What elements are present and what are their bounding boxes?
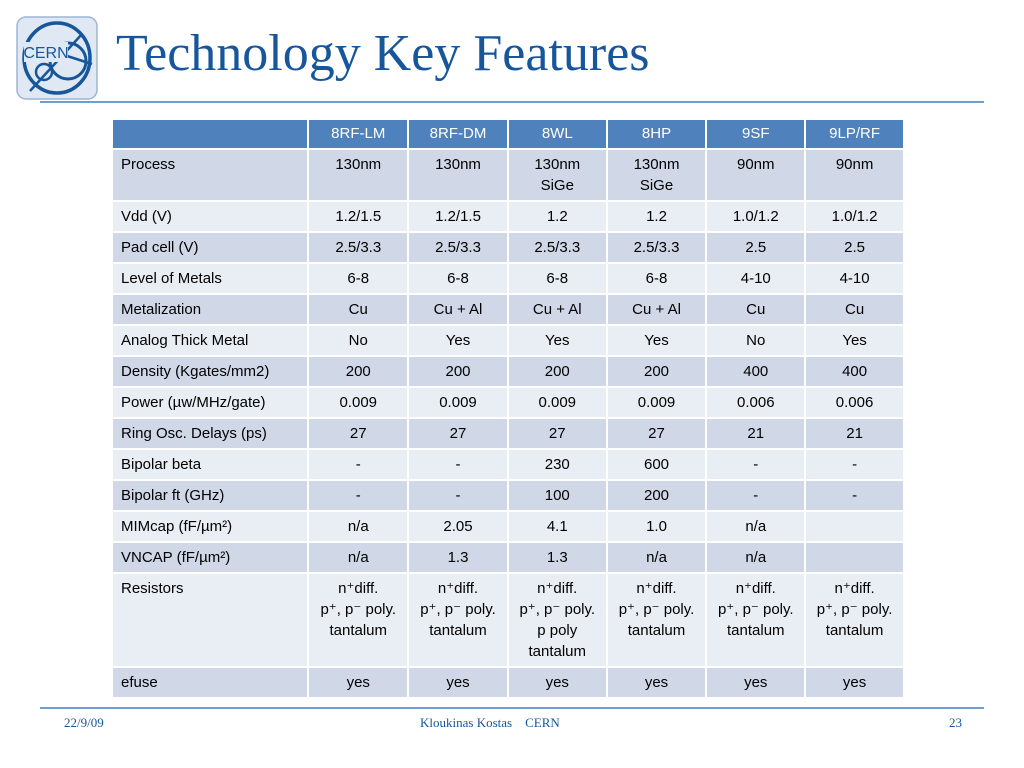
cell-line: p⁺, p⁻ poly. — [717, 601, 794, 618]
table-cell — [706, 387, 805, 418]
cell-line: 200 — [345, 363, 371, 380]
table-cell — [508, 201, 607, 232]
column-header-blank — [112, 119, 308, 149]
table-cell — [607, 418, 707, 449]
cell-line: 130nm — [435, 156, 481, 173]
table-cell — [408, 480, 508, 511]
cell-line: Yes — [644, 332, 669, 349]
table-row — [112, 263, 904, 294]
cell-line: n⁺diff. — [735, 580, 776, 597]
table-cell — [308, 356, 408, 387]
table-cell — [805, 418, 904, 449]
cell-line: Cu + Al — [433, 301, 483, 318]
table-row — [112, 149, 904, 201]
table-cell — [607, 573, 707, 667]
table-cell — [408, 325, 508, 356]
cell-line: 27 — [648, 425, 665, 442]
cell-line: p⁺, p⁻ poly. — [420, 601, 496, 618]
table-cell — [805, 387, 904, 418]
cell-line: 1.2 — [546, 208, 568, 225]
cell-line: 2.5 — [844, 239, 865, 256]
table-cell — [805, 667, 904, 698]
cell-line: - — [355, 456, 361, 473]
table-cell — [408, 511, 508, 542]
table-cell — [308, 232, 408, 263]
table-cell — [607, 263, 707, 294]
table-cell — [508, 263, 607, 294]
footer-page-number: 23 — [949, 715, 962, 730]
table-cell — [706, 232, 805, 263]
table-cell — [308, 263, 408, 294]
table-cell — [408, 149, 508, 201]
table-cell — [805, 201, 904, 232]
cell-line: Yes — [842, 332, 867, 349]
table-cell — [408, 542, 508, 573]
cell-line: yes — [744, 674, 768, 691]
table-cell — [508, 325, 607, 356]
table-cell — [805, 232, 904, 263]
cell-line: n/a — [347, 518, 369, 535]
table-cell — [508, 542, 607, 573]
table-cell — [408, 667, 508, 698]
row-label: Resistors — [112, 573, 308, 667]
cell-line: 600 — [644, 456, 670, 473]
table-cell — [508, 511, 607, 542]
table-row — [112, 418, 904, 449]
cell-line: tantalum — [825, 622, 884, 639]
table-cell — [805, 573, 904, 667]
row-label: MIMcap (fF/µm²) — [112, 511, 308, 542]
cell-line: Yes — [445, 332, 471, 349]
cell-line: 0.009 — [439, 394, 477, 411]
table-cell — [607, 149, 707, 201]
table-cell — [805, 325, 904, 356]
technology-features-table — [111, 118, 905, 699]
footer-divider — [40, 707, 984, 709]
table-cell — [408, 387, 508, 418]
cell-line: - — [753, 487, 759, 504]
cell-line: Yes — [545, 332, 570, 349]
cell-line: - — [455, 456, 461, 473]
column-header-8wl: 8WL — [508, 119, 607, 149]
column-header-8rf-lm: 8RF-LM — [308, 119, 408, 149]
row-label: Vdd (V) — [112, 201, 308, 232]
cell-line: 0.006 — [737, 394, 775, 411]
cell-line: 27 — [449, 425, 467, 442]
table-header-row — [112, 119, 904, 149]
cell-line: 230 — [544, 456, 570, 473]
table-cell — [408, 449, 508, 480]
cell-line: - — [852, 456, 858, 473]
footer-credit — [420, 715, 560, 731]
table-cell — [308, 511, 408, 542]
cell-line: n⁺diff. — [437, 580, 479, 597]
cell-line: 200 — [544, 363, 570, 380]
table-cell — [607, 325, 707, 356]
cell-line: Cu + Al — [532, 301, 582, 318]
table-cell — [408, 294, 508, 325]
cell-line: tantalum — [429, 622, 487, 639]
table-cell — [607, 201, 707, 232]
cell-line: 1.0/1.2 — [732, 208, 779, 225]
table-cell — [607, 232, 707, 263]
row-label: Metalization — [112, 294, 308, 325]
cell-line: tantalum — [627, 622, 686, 639]
cell-line: 21 — [747, 425, 765, 442]
table-cell — [508, 480, 607, 511]
cell-line: 6-8 — [645, 270, 668, 287]
footer-author: Kloukinas Kostas — [420, 715, 513, 730]
column-header-9lp-rf: 9LP/RF — [805, 119, 904, 149]
cell-line: n⁺diff. — [636, 580, 677, 597]
cell-line: 200 — [644, 363, 670, 380]
cell-line: 130nm — [633, 156, 680, 173]
table-row — [112, 573, 904, 667]
table-cell — [308, 542, 408, 573]
table-cell — [607, 542, 707, 573]
page-title: Technology Key Features — [116, 25, 650, 82]
table-cell — [308, 325, 408, 356]
table-cell — [607, 667, 707, 698]
cell-line: 1.2/1.5 — [435, 208, 481, 225]
table-row — [112, 667, 904, 698]
cell-line: No — [746, 332, 766, 349]
cell-line: yes — [545, 674, 569, 691]
table-cell — [607, 480, 707, 511]
table-row — [112, 356, 904, 387]
table-cell — [706, 325, 805, 356]
cell-line: 0.009 — [339, 394, 378, 411]
table-cell — [706, 667, 805, 698]
cell-line: n/a — [646, 549, 667, 566]
table-cell — [706, 149, 805, 201]
table-cell — [308, 480, 408, 511]
table-cell — [607, 511, 707, 542]
table-cell — [508, 387, 607, 418]
table-row — [112, 511, 904, 542]
table-row — [112, 294, 904, 325]
table-cell — [805, 263, 904, 294]
footer-org: CERN — [525, 715, 560, 730]
row-label: Density (Kgates/mm2) — [112, 356, 308, 387]
cell-line: 6-8 — [447, 270, 469, 287]
table-cell — [308, 418, 408, 449]
cell-line: Cu — [844, 301, 865, 318]
footer-date: 22/9/09 — [64, 715, 104, 730]
cell-line: SiGe — [639, 177, 674, 194]
cell-line: Cu — [746, 301, 766, 318]
table-cell — [508, 667, 607, 698]
table-cell — [408, 356, 508, 387]
table-cell — [706, 263, 805, 294]
cell-line: tantalum — [528, 643, 587, 660]
table-cell — [308, 201, 408, 232]
table-row — [112, 325, 904, 356]
table-row — [112, 542, 904, 573]
table-row — [112, 449, 904, 480]
table-cell — [607, 294, 707, 325]
cell-line: 2.5/3.3 — [435, 239, 481, 256]
table-cell — [805, 356, 904, 387]
table-cell — [805, 449, 904, 480]
table-cell — [508, 232, 607, 263]
cell-line: 4-10 — [839, 270, 870, 287]
cell-line: n/a — [745, 518, 767, 535]
cell-line: tantalum — [329, 622, 388, 639]
table-cell — [508, 356, 607, 387]
table-cell — [508, 418, 607, 449]
table-cell — [408, 573, 508, 667]
title-divider — [40, 101, 984, 103]
row-label: Process — [112, 149, 308, 201]
table-row — [112, 387, 904, 418]
row-label: Pad cell (V) — [112, 232, 308, 263]
column-header-9sf: 9SF — [706, 119, 805, 149]
row-label: Bipolar beta — [112, 449, 308, 480]
cell-line: 1.2 — [646, 208, 667, 225]
cell-line: Cu — [348, 301, 368, 318]
table-cell — [607, 356, 707, 387]
cell-line: n⁺diff. — [834, 580, 875, 597]
column-header-8hp: 8HP — [607, 119, 707, 149]
cern-logo-text: CERN — [23, 45, 69, 62]
cell-line: 200 — [445, 363, 471, 380]
table-cell — [308, 573, 408, 667]
cell-line: 6-8 — [546, 270, 569, 287]
cell-line: - — [355, 487, 361, 504]
row-label: Power (µw/MHz/gate) — [112, 387, 308, 418]
cell-line: Cu + Al — [632, 301, 681, 318]
table-cell — [706, 449, 805, 480]
table-cell — [706, 480, 805, 511]
cell-line: 1.0 — [646, 518, 667, 535]
table-row — [112, 201, 904, 232]
table-cell — [408, 263, 508, 294]
cell-line: yes — [446, 674, 470, 691]
cell-line: 400 — [842, 363, 868, 380]
table-cell — [805, 480, 904, 511]
cell-line: 4.1 — [546, 518, 568, 535]
table-row — [112, 480, 904, 511]
cell-line: 0.006 — [835, 394, 874, 411]
table-cell — [308, 294, 408, 325]
cell-line: tantalum — [727, 622, 785, 639]
cern-logo-graphic — [16, 16, 98, 100]
table-cell — [408, 418, 508, 449]
cell-line: 1.3 — [447, 549, 469, 566]
row-label: Ring Osc. Delays (ps) — [112, 418, 308, 449]
cell-line: 21 — [846, 425, 863, 442]
cell-line: 2.5 — [745, 239, 767, 256]
cell-line: 4-10 — [740, 270, 771, 287]
cell-line: 90nm — [835, 156, 874, 173]
table-cell — [508, 149, 607, 201]
row-label: Bipolar ft (GHz) — [112, 480, 308, 511]
cell-line: 130nm — [335, 156, 382, 173]
row-label: Analog Thick Metal — [112, 325, 308, 356]
table-cell — [706, 573, 805, 667]
cell-line: 90nm — [737, 156, 775, 173]
cell-line: 1.3 — [546, 549, 568, 566]
row-label: Level of Metals — [112, 263, 308, 294]
table-cell — [706, 418, 805, 449]
row-label: VNCAP (fF/µm²) — [112, 542, 308, 573]
cell-line: yes — [842, 674, 867, 691]
cell-line: - — [753, 456, 759, 473]
cell-line: yes — [346, 674, 370, 691]
cell-line: 6-8 — [347, 270, 370, 287]
table-cell — [805, 542, 904, 573]
table-cell — [805, 294, 904, 325]
cell-line: p⁺, p⁻ poly. — [618, 601, 695, 618]
table-cell — [706, 201, 805, 232]
cell-line: 2.5/3.3 — [633, 239, 680, 256]
table-cell — [508, 294, 607, 325]
cell-line: 130nm — [534, 156, 581, 173]
cell-line: 27 — [349, 425, 367, 442]
table-cell — [308, 449, 408, 480]
column-header-8rf-dm: 8RF-DM — [408, 119, 508, 149]
table-cell — [408, 201, 508, 232]
table-cell — [308, 149, 408, 201]
cell-line: 2.5/3.3 — [335, 239, 382, 256]
table-cell — [308, 667, 408, 698]
cell-line: 0.009 — [538, 394, 577, 411]
cell-line: - — [852, 487, 858, 504]
cell-line: 200 — [644, 487, 670, 504]
cell-line: SiGe — [540, 177, 574, 194]
cell-line: p⁺, p⁻ poly. — [519, 601, 596, 618]
cell-line: 0.009 — [637, 394, 676, 411]
table-cell — [706, 294, 805, 325]
row-label: efuse — [112, 667, 308, 698]
table-cell — [508, 449, 607, 480]
cell-line: 2.5/3.3 — [534, 239, 581, 256]
table-cell — [308, 387, 408, 418]
cell-line: p⁺, p⁻ poly. — [816, 601, 893, 618]
cell-line: n/a — [347, 549, 369, 566]
cell-line: No — [348, 332, 368, 349]
cell-line: - — [455, 487, 461, 504]
cell-line: 100 — [544, 487, 570, 504]
cell-line: 27 — [548, 425, 566, 442]
table-cell — [706, 511, 805, 542]
cell-line: n/a — [745, 549, 767, 566]
cell-line: p poly — [537, 622, 578, 639]
table-cell — [706, 356, 805, 387]
table-body — [112, 149, 904, 698]
cell-line: 1.0/1.2 — [831, 208, 878, 225]
cell-line: n⁺diff. — [537, 580, 578, 597]
table-cell — [607, 449, 707, 480]
table-cell — [706, 542, 805, 573]
table-cell — [408, 232, 508, 263]
table-cell — [805, 511, 904, 542]
cell-line: 2.05 — [443, 518, 473, 535]
table-cell — [508, 573, 607, 667]
cell-line: 1.2/1.5 — [335, 208, 382, 225]
cell-line: 400 — [743, 363, 769, 380]
cern-logo — [16, 16, 98, 100]
table-cell — [805, 149, 904, 201]
cell-line: n⁺diff. — [338, 580, 379, 597]
table-row — [112, 232, 904, 263]
cell-line: yes — [644, 674, 669, 691]
table-cell — [607, 387, 707, 418]
cell-line: p⁺, p⁻ poly. — [320, 601, 397, 618]
